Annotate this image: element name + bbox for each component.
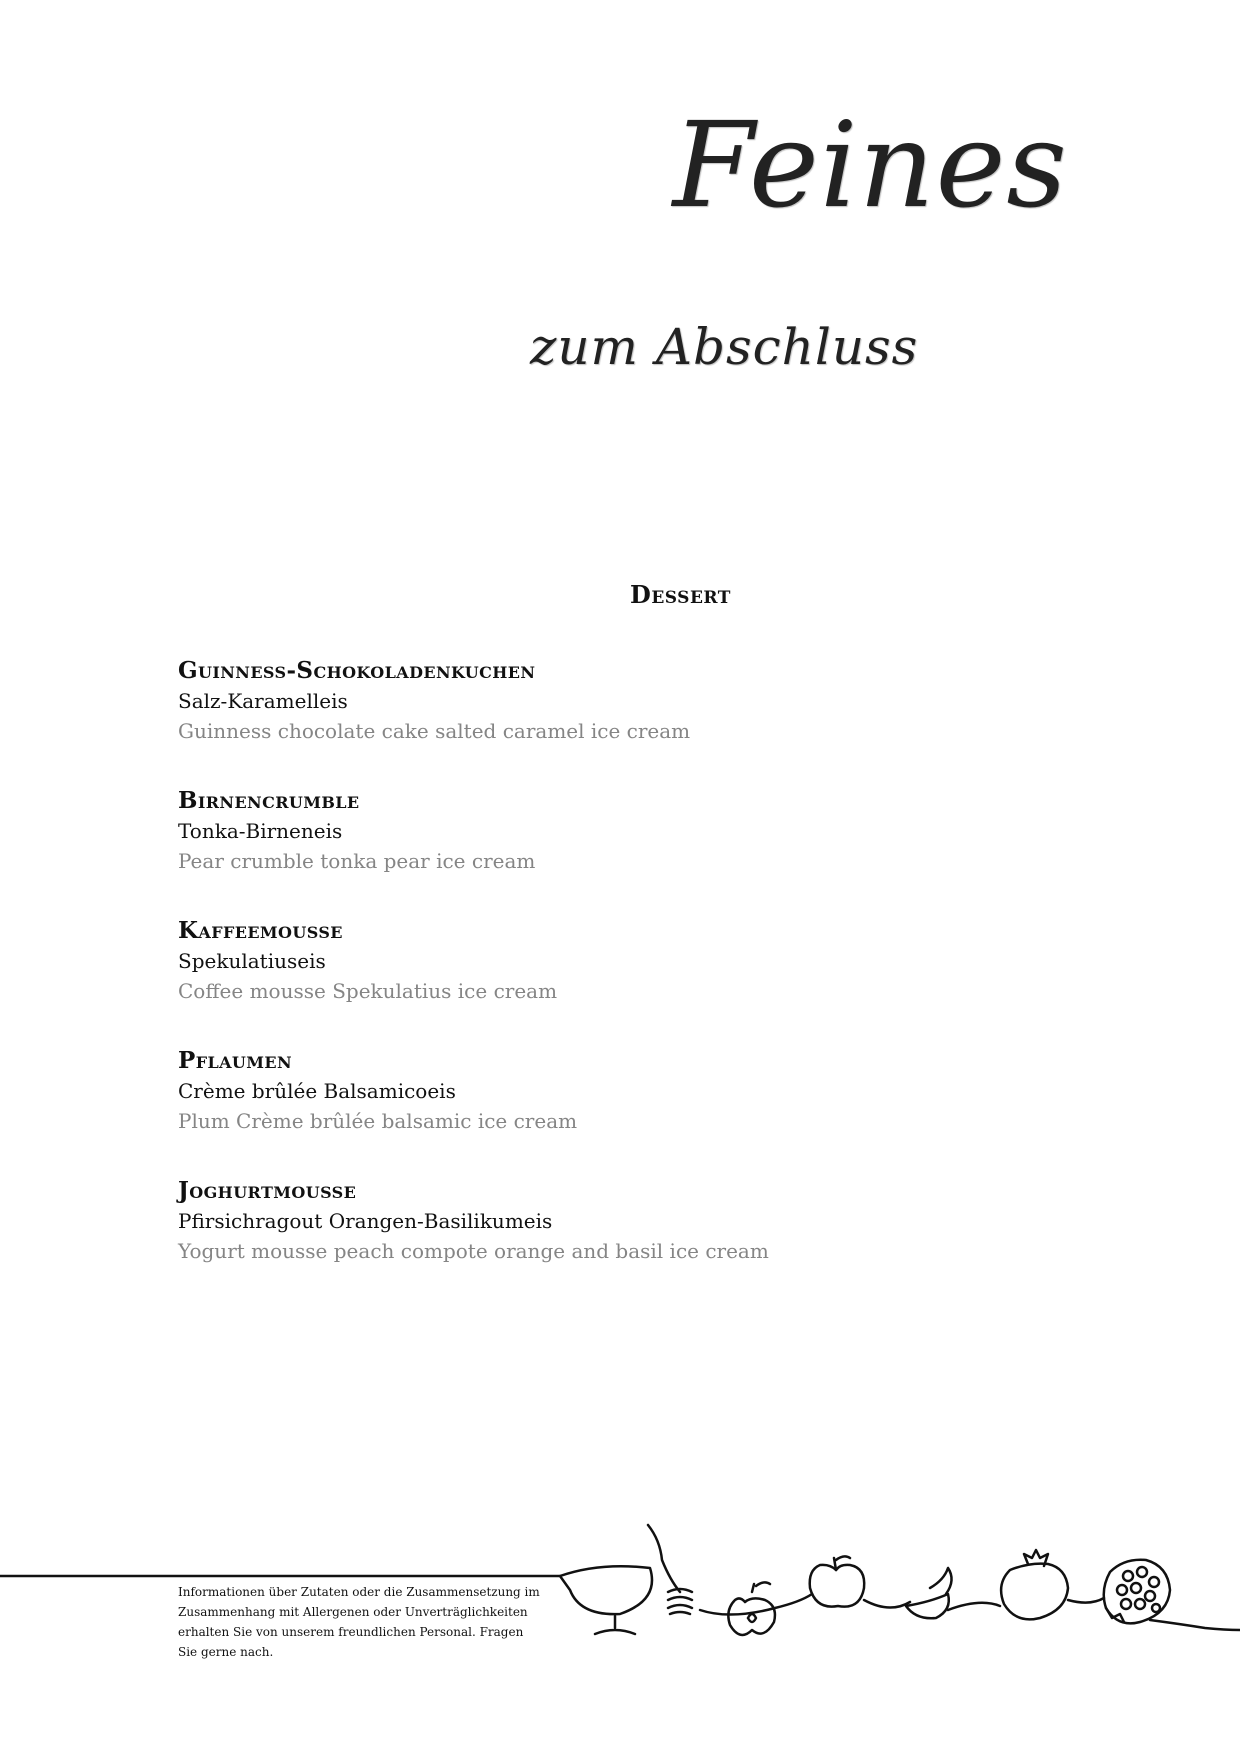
menu-item-german: Salz-Karamelleis bbox=[178, 689, 348, 713]
menu-item bbox=[178, 785, 958, 876]
section-heading: Dessert bbox=[630, 580, 731, 609]
page-title: Feines bbox=[672, 96, 1068, 234]
menu-item bbox=[178, 1045, 958, 1136]
page-subtitle: zum Abschluss bbox=[530, 318, 919, 376]
dessert-bowl-icon bbox=[560, 1566, 652, 1634]
menu-item-english: Coffee mousse Spekulatius ice cream bbox=[178, 979, 558, 1003]
allergen-note: Informationen über Zutaten oder die Zusammensetzung im Zusammenhang mit Allergenen oder Unverträglichkeiten erhalten Sie von unserem freundlichen Personal. Fragen Sie gerne nach. bbox=[178, 1585, 540, 1659]
connector-stroke bbox=[1068, 1598, 1104, 1603]
menu-item-name: Birnencrumble bbox=[178, 787, 360, 814]
menu-item bbox=[178, 915, 958, 1006]
menu-item-german: Tonka-Birneneis bbox=[178, 819, 343, 843]
connector-stroke bbox=[864, 1600, 910, 1608]
menu-item-german: Pfirsichragout Orangen-Basilikumeis bbox=[178, 1209, 553, 1233]
dessert-menu bbox=[178, 655, 958, 1305]
menu-item bbox=[178, 655, 958, 746]
menu-item-german: Spekulatiuseis bbox=[178, 949, 326, 973]
menu-item-name: Kaffeemousse bbox=[178, 917, 343, 944]
menu-item-english: Guinness chocolate cake salted caramel ice cream bbox=[178, 719, 691, 743]
pomegranate-cut-icon bbox=[1104, 1560, 1170, 1624]
menu-item bbox=[178, 1175, 958, 1266]
menu-item-english: Plum Crème brûlée balsamic ice cream bbox=[178, 1109, 578, 1133]
pomegranate-icon bbox=[1001, 1550, 1068, 1619]
menu-item-name: Joghurtmousse bbox=[178, 1177, 357, 1204]
menu-item-name: Pflaumen bbox=[178, 1047, 293, 1074]
tail-stroke bbox=[1150, 1620, 1240, 1630]
apple-slice-icon bbox=[906, 1568, 952, 1618]
connector-stroke bbox=[948, 1603, 1000, 1610]
connector-stroke bbox=[700, 1594, 812, 1615]
menu-item-german: Crème brûlée Balsamicoeis bbox=[178, 1079, 456, 1103]
menu-item-english: Yogurt mousse peach compote orange and basil ice cream bbox=[178, 1239, 769, 1263]
apple-icon bbox=[810, 1556, 865, 1606]
menu-item-english: Pear crumble tonka pear ice cream bbox=[178, 849, 536, 873]
menu-item-name: Guinness-Schokoladenkuchen bbox=[178, 657, 536, 684]
honey-dipper-icon bbox=[648, 1525, 692, 1614]
